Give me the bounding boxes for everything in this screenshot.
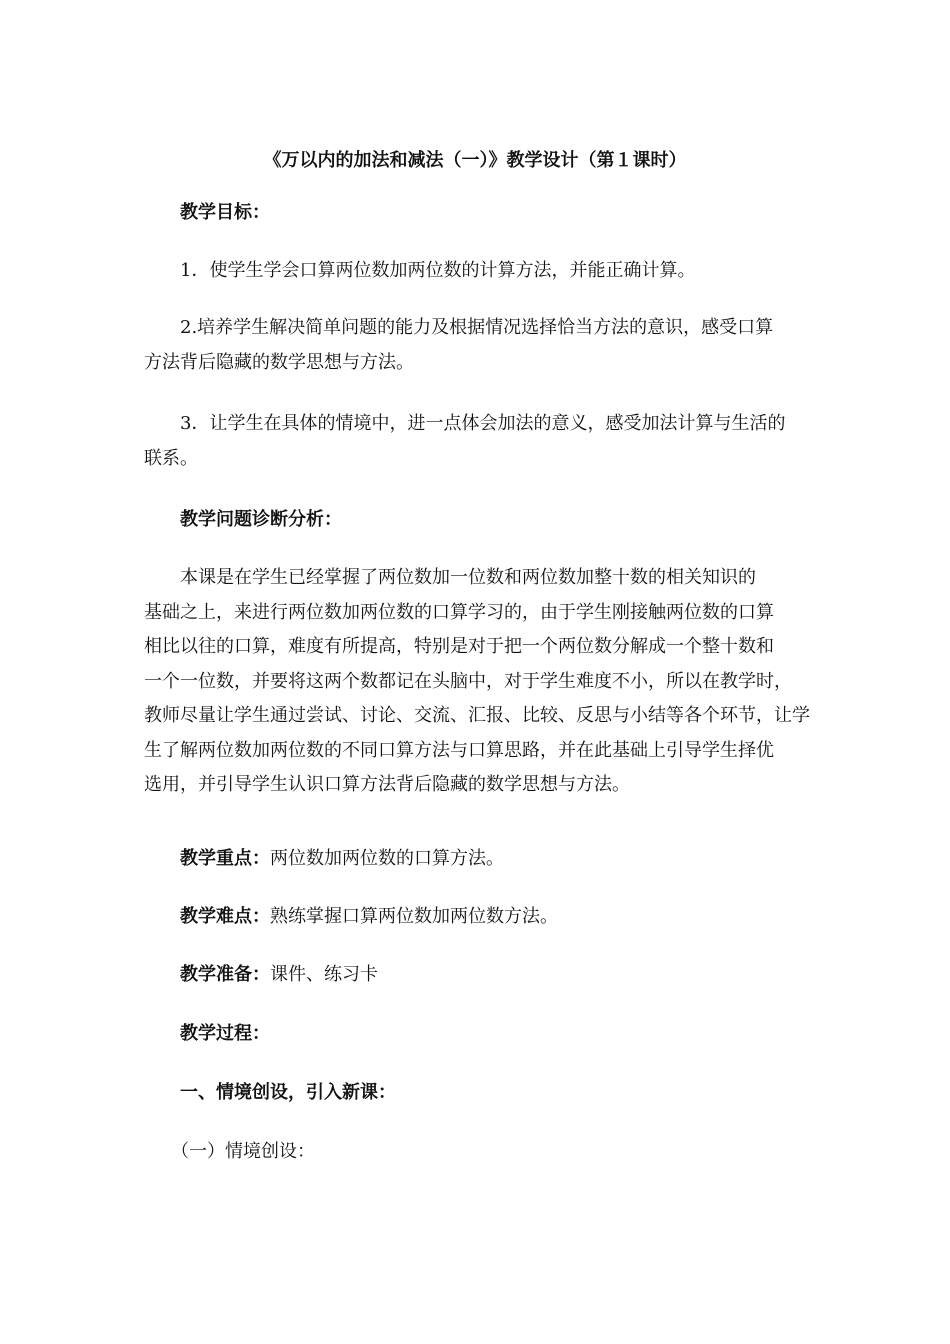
objective-2 xyxy=(144,311,809,380)
preparation-text: 课件、练习卡 xyxy=(270,964,378,985)
difficulty-text: 熟练掌握口算两位数加两位数方法。 xyxy=(270,906,558,927)
preparation-label: 教学准备： xyxy=(180,964,270,985)
analysis-line: 一个一位数，并要将这两个数都记在头脑中，对于学生难度不小，所以在教学时， xyxy=(144,670,792,692)
objective-2-line-1: 2.培养学生解决简单问题的能力及根据情况选择恰当方法的意识，感受口算 xyxy=(180,317,774,338)
objective-1: 1．使学生学会口算两位数加两位数的计算方法，并能正确计算。 xyxy=(180,260,696,281)
key-point xyxy=(180,846,809,872)
analysis-line: 基础之上，来进行两位数加两位数的口算学习的，由于学生刚接触两位数的口算 xyxy=(144,601,774,623)
subsection-one-heading: （一）情境创设： xyxy=(171,1141,315,1162)
analysis-line: 生了解两位数加两位数的不同口算方法与口算思路，并在此基础上引导学生择优 xyxy=(144,739,774,761)
objective-2-line-2: 方法背后隐藏的数学思想与方法。 xyxy=(144,351,414,373)
document-title: 《万以内的加法和减法（一）》教学设计（第１课时） xyxy=(263,150,687,171)
analysis-paragraph xyxy=(144,561,809,803)
preparation xyxy=(180,962,809,988)
key-point-text: 两位数加两位数的口算方法。 xyxy=(270,848,504,869)
difficulty-label: 教学难点： xyxy=(180,906,270,927)
objective-3 xyxy=(144,407,809,476)
analysis-line: 选用，并引导学生认识口算方法背后隐藏的数学思想与方法。 xyxy=(144,774,630,795)
difficulty xyxy=(180,904,809,930)
analysis-line: 本课是在学生已经掌握了两位数加一位数和两位数加整十数的相关知识的 xyxy=(180,567,756,588)
analysis-line: 教师尽量让学生通过尝试、讨论、交流、汇报、比较、反思与小结等各个环节，让学 xyxy=(144,705,810,726)
objective-3-line-2: 联系。 xyxy=(144,447,198,469)
objective-3-line-1: 3．让学生在具体的情境中，进一点体会加法的意义，感受加法计算与生活的 xyxy=(180,413,786,434)
process-heading: 教学过程： xyxy=(180,1023,270,1044)
analysis-line: 相比以往的口算，难度有所提高，特别是对于把一个两位数分解成一个整十数和 xyxy=(144,636,774,657)
key-point-label: 教学重点： xyxy=(180,848,270,869)
objectives-heading: 教学目标： xyxy=(180,202,270,223)
analysis-heading: 教学问题诊断分析： xyxy=(180,509,342,530)
section-one-heading: 一、情境创设，引入新课： xyxy=(180,1082,396,1103)
